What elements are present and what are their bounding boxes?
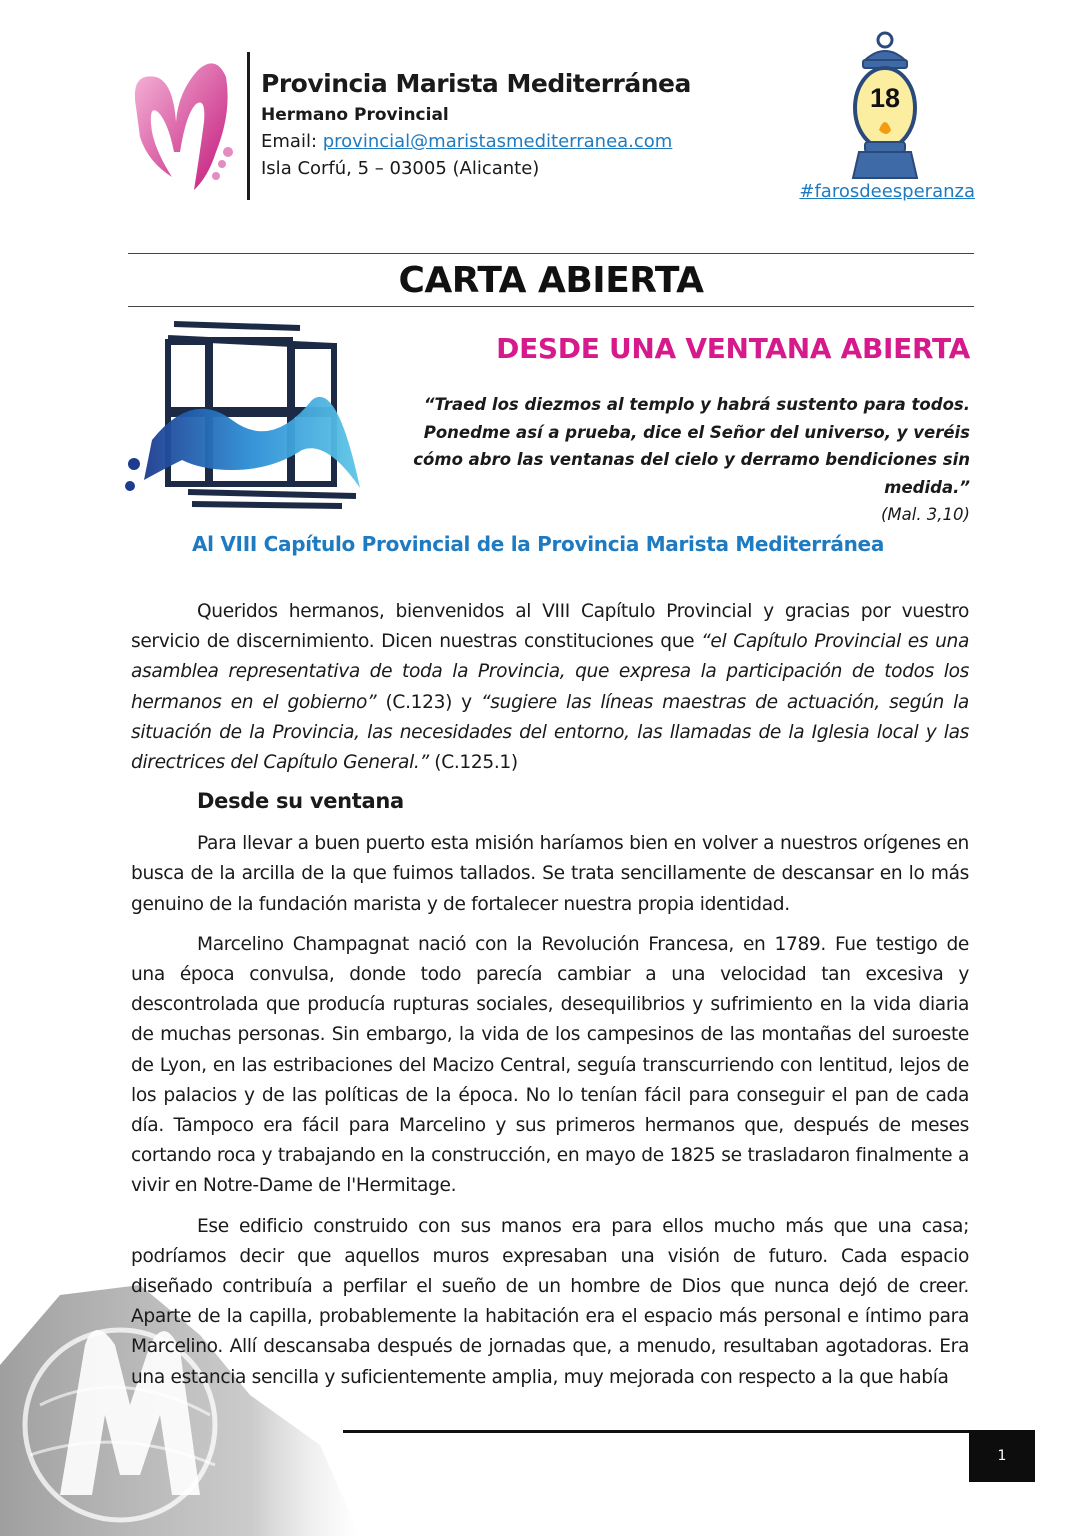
p1-quote-2: “sugiere las líneas maestras de actuación, según la situación de la Provincia, las necesidades del entorno, las llamadas de la Iglesia local y las directrices del Capítulo General.” bbox=[131, 691, 969, 774]
quote-line-2: Ponedme así a prueba, dice el Señor del universo, y veréis bbox=[423, 422, 970, 442]
p1-text-b: (C.123) y bbox=[376, 691, 482, 713]
p1-quote-1: “el Capítulo Provincial es una asamblea representativa de toda la Provincia, que expresa la participación de todos los hermanos en el gobierno” bbox=[131, 631, 969, 713]
marist-heart-logo bbox=[128, 52, 240, 194]
quote-reference: (Mal. 3,10) bbox=[880, 505, 970, 524]
paragraph-3: Marcelino Champagnat nació con la Revolución Francesa, en 1789. Fue testigo de una época convulsa, donde todo parecía cambiar a una velocidad tan excesiva y descontrolada que producía rupturas sociales, desequilibrios y sufrimiento en la vida diaria de muchas personas. Sin embargo, la vida de los campesinos de las montañas del suroeste de Lyon, en las estribaciones del Macizo Central, seguía transcurriendo con lentitud, lejos de los palacios y de las políticas de la época. No lo tenían fácil para conseguir el pan de cada día. Tampoco era fácil para Marcelino y sus primeros hermanos que, después de meses cortando roca y trabajando en la construcción, en mayo de 1825 se trasladaron finalmente a vivir en Notre-Dame de l'Hermitage. bbox=[131, 933, 969, 1197]
footer-rule bbox=[343, 1430, 970, 1433]
hashtag-link[interactable]: #farosdeesperanza bbox=[799, 181, 975, 202]
org-name: Provincia Marista Mediterránea bbox=[261, 69, 691, 98]
header-info bbox=[261, 66, 781, 182]
letter-body bbox=[131, 597, 969, 1403]
email-link[interactable]: provincial@maristasmediterranea.com bbox=[322, 131, 673, 152]
page-title: CARTA ABIERTA bbox=[398, 260, 704, 301]
paragraph-2: Para llevar a buen puerto esta misión haríamos bien en volver a nuestros orígenes en busca de la arcilla de la que fuimos tallados. Se trata sencillamente de descansar en lo más genuino de la fundación marista y de fortalecer nuestra propia identidad. bbox=[131, 833, 969, 915]
email-line bbox=[261, 128, 781, 155]
letter-subtitle: DESDE UNA VENTANA ABIERTA bbox=[496, 332, 970, 365]
p1-text-c: (C.125.1) bbox=[428, 752, 518, 774]
title-top-rule bbox=[128, 253, 974, 254]
p1-text-a: Queridos hermanos, bienvenidos al VIII Capítulo Provincial y gracias por vuestro servicio de discernimiento. Dicen nuestras constituciones que bbox=[131, 601, 969, 653]
bible-quote bbox=[360, 391, 970, 529]
role-title: Hermano Provincial bbox=[261, 105, 449, 125]
title-bottom-rule bbox=[128, 306, 974, 307]
postal-address: Isla Corfú, 5 – 03005 (Alicante) bbox=[261, 158, 540, 179]
page-number: 1 bbox=[969, 1430, 1035, 1482]
lantern-icon bbox=[843, 30, 927, 186]
section-heading: Desde su ventana bbox=[197, 789, 404, 814]
lantern-number: 18 bbox=[869, 83, 901, 113]
quote-line-1: “Traed los diezmos al templo y habrá sustento para todos. bbox=[423, 395, 970, 414]
open-window-logo bbox=[122, 320, 364, 514]
paragraph-1 bbox=[131, 597, 969, 778]
addressee-heading: Al VIII Capítulo Provincial de la Provincia Marista Mediterránea bbox=[191, 532, 885, 556]
email-label: Email: bbox=[261, 131, 323, 152]
paragraph-4: Ese edificio construido con sus manos era para ellos mucho más que una casa; podríamos decir que aquellos muros expresaban una visión de futuro. Cada espacio diseñado contribuía a perfilar el sueño de un hombre de Dios que nunca dejó de creer. Aparte de la capilla, probablemente la habitación era el espacio más personal e íntimo para Marcelino. Allí descansaba después de jornadas que, a menudo, resultaban agotadoras. Era una estancia sencilla y suficientemente amplia, muy mejorada con respecto a la que había bbox=[131, 1215, 969, 1388]
header-divider bbox=[247, 52, 250, 200]
quote-line-3: cómo abro las ventanas del cielo y derramo bendiciones sin medida.” bbox=[413, 450, 970, 497]
